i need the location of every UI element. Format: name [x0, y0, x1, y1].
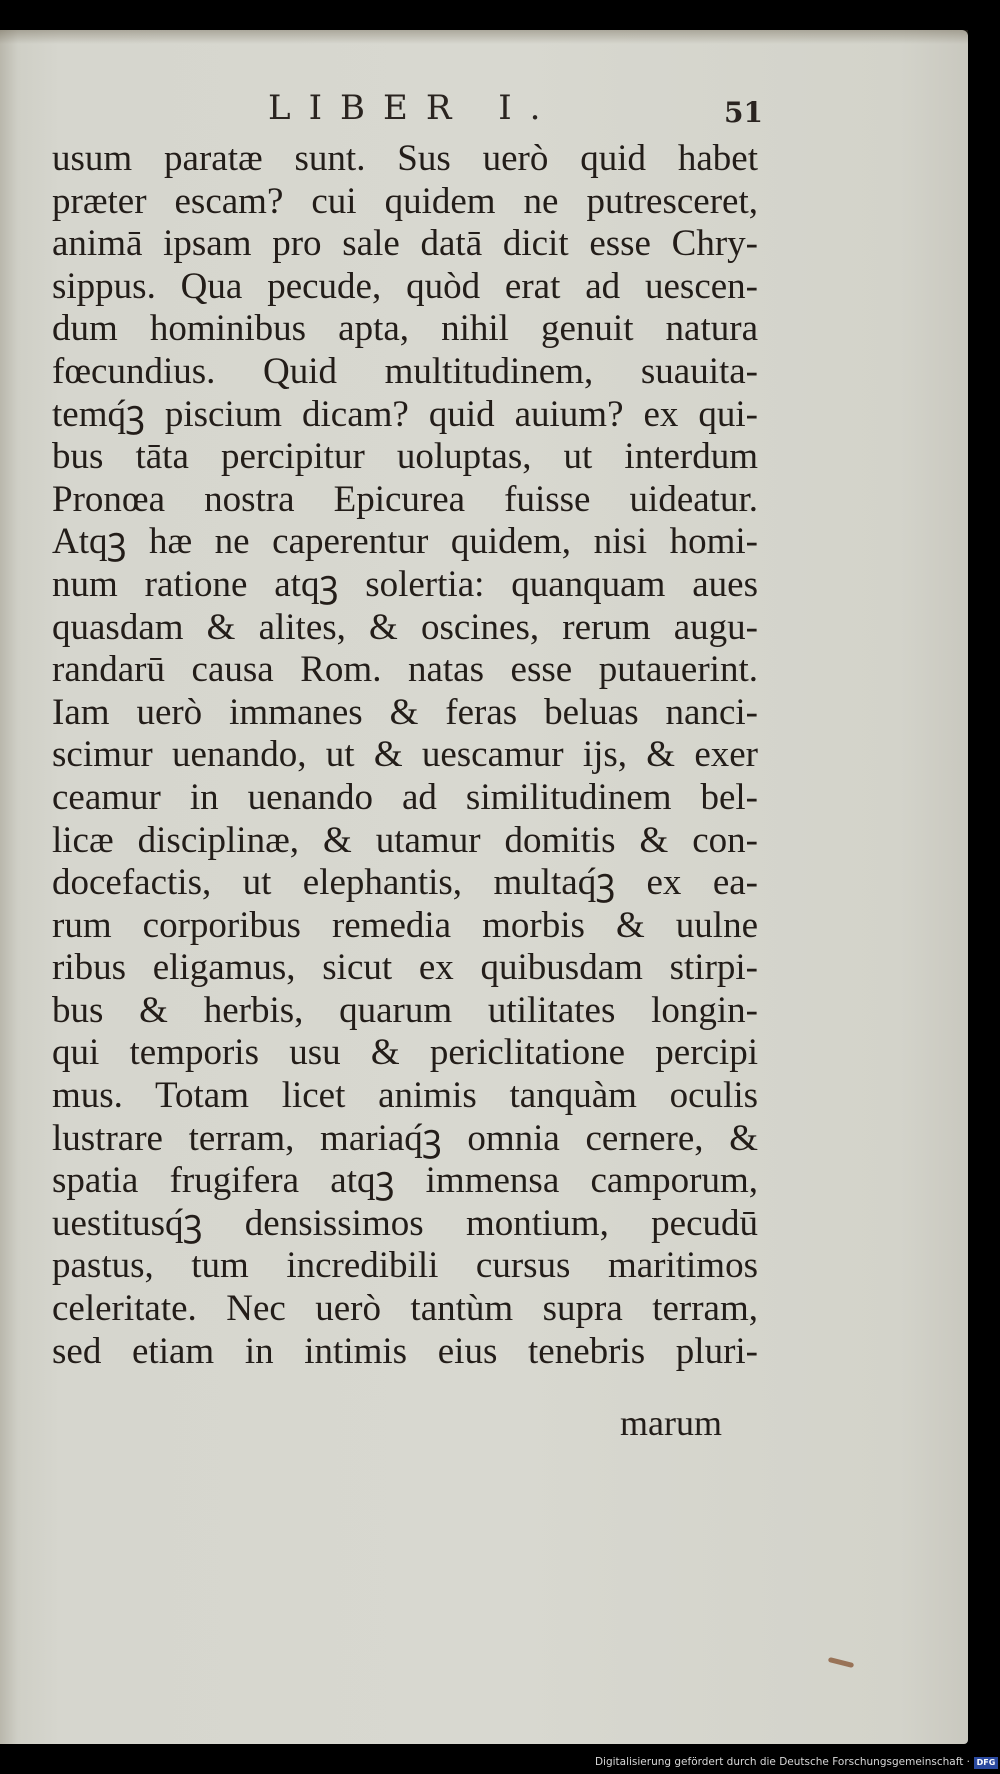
- dfg-logo: DFG: [974, 1757, 998, 1769]
- text-line: dum hominibus apta, nihil genuit natura: [52, 308, 758, 350]
- book-page: [0, 30, 968, 1744]
- text-line: scimur uenando, ut & uescamur ijs, & exer: [52, 734, 758, 776]
- text-line: usum paratæ sunt. Sus uerò quid habet: [52, 138, 758, 179]
- text-line: quasdam & alites, & oscines, rerum augu-: [52, 606, 758, 648]
- text-line: temq́ꝫ piscium dicam? quid auium? ex qui-: [52, 393, 758, 435]
- text-line: animā ipsam pro sale datā dicit esse Chry-: [52, 223, 758, 265]
- text-line: num ratione atqꝫ solertia: quanquam aues: [52, 563, 758, 605]
- paper-speck: [828, 1657, 854, 1668]
- catchword: marum: [620, 1403, 722, 1443]
- text-line: ceamur in uenando ad similitudinem bel-: [52, 776, 758, 818]
- text-line: docefactis, ut elephantis, multaq́ꝫ ex ea-: [52, 862, 758, 904]
- folio-number: 51: [724, 96, 763, 129]
- text-line: præter escam? cui quidem ne putresceret,: [52, 180, 758, 222]
- running-head: LIBER I.: [268, 88, 559, 128]
- text-line: Pronœa nostra Epicurea fuisse uideatur.: [52, 478, 758, 520]
- text-line: pastus, tum incredibili cursus maritimos: [52, 1245, 758, 1287]
- text-line: lustrare terram, mariaq́ꝫ omnia cernere, &: [52, 1117, 758, 1159]
- digitization-credit: Digitalisierung gefördert durch die Deutsche Forschungsgemeinschaft ·: [594, 1756, 970, 1768]
- text-line: rum corporibus remedia morbis & uulne: [52, 904, 758, 946]
- text-line: fœcundius. Quid multitudinem, suauita-: [52, 350, 758, 392]
- text-line: qui temporis usu & periclitatione percipi: [52, 1032, 758, 1074]
- text-line: celeritate. Nec uerò tantùm supra terram,: [52, 1288, 758, 1330]
- text-line: sed etiam in intimis eius tenebris pluri-: [52, 1330, 758, 1372]
- text-line: sippus. Qua pecude, quòd erat ad uescen-: [52, 265, 758, 307]
- text-line: uestitusq́ꝫ densissimos montium, pecudū: [52, 1202, 758, 1244]
- text-line: randarū causa Rom. natas esse putauerint.: [52, 649, 758, 691]
- text-line: bus tāta percipitur uoluptas, ut interdum: [52, 436, 758, 478]
- text-line: ribus eligamus, sicut ex quibusdam stirpi-: [52, 947, 758, 989]
- text-block: [52, 138, 758, 1373]
- text-line: Iam uerò immanes & feras beluas nanci-: [52, 691, 758, 733]
- text-line: bus & herbis, quarum utilitates longin-: [52, 989, 758, 1031]
- page-edge-shadow: [0, 30, 968, 44]
- text-line: spatia frugifera atqꝫ immensa camporum,: [52, 1160, 758, 1202]
- text-line: licæ disciplinæ, & utamur domitis & con-: [52, 819, 758, 861]
- text-line: Atqꝫ hæ ne caperentur quidem, nisi homi-: [52, 521, 758, 563]
- text-line: mus. Totam licet animis tanquàm oculis: [52, 1075, 758, 1117]
